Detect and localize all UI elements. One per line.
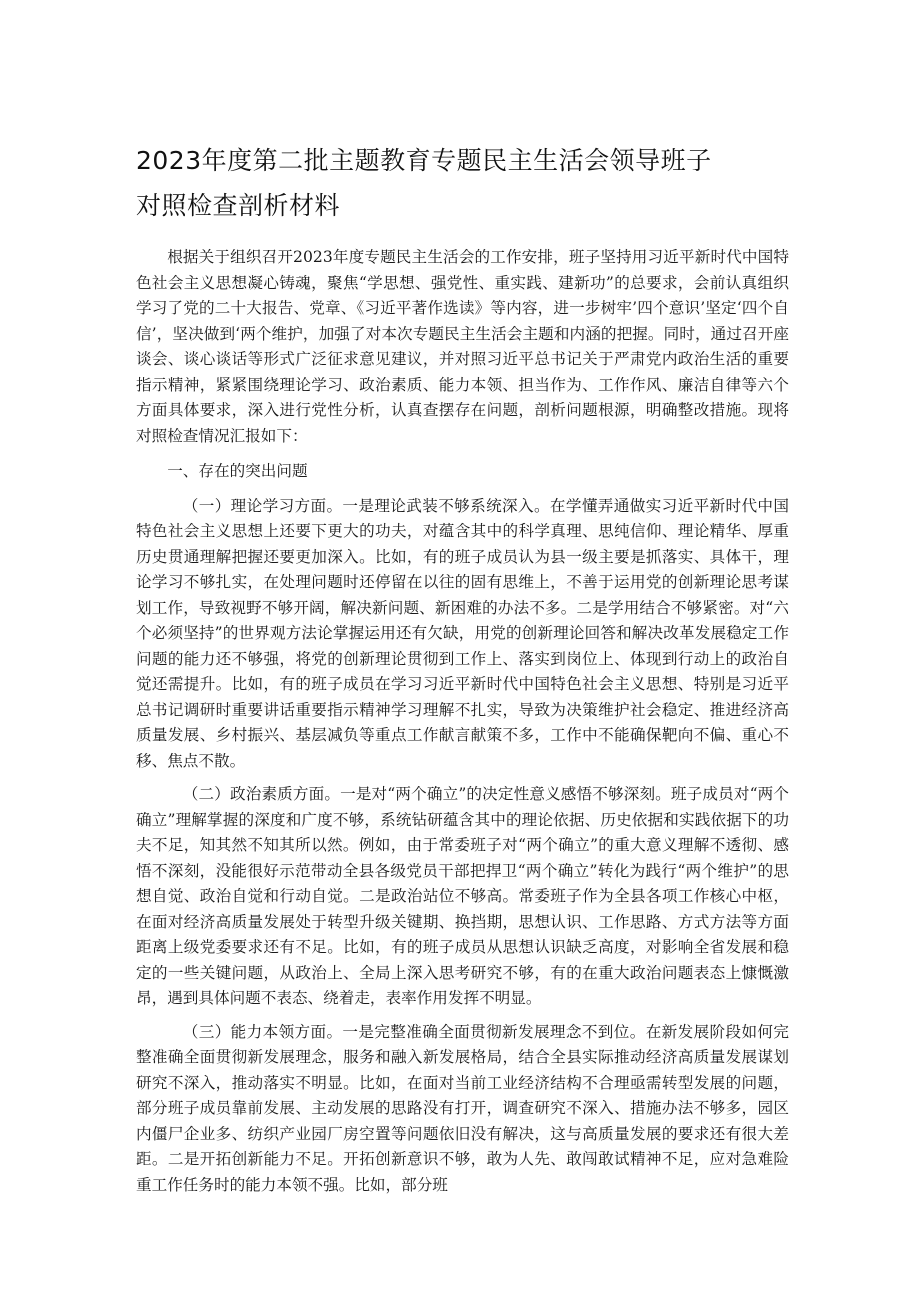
section-heading-problems: 一、存在的突出问题 xyxy=(167,462,308,480)
document-title-line-2: 对照检查剖析材料 xyxy=(136,191,341,220)
paragraph-ability: （三）能力本领方面。一是完整准确全面贯彻新发展理念不到位。在新发展阶段如何完整准确全面贯彻新发展理念，服务和融入新发展格局，结合全县实际推动经济高质量发展谋划研究不深入，推动落实不明显。比如，在面对当前工业经济结构不合理亟需转型发展的问题，部分班子成员靠前发展、主动发展的思路没有打开，调查研究不深入、措施办法不够多，园区内僵尸企业多、纺织产业园厂房空置等问题依旧没有解决，这与高质量发展的要求还有很大差距。二是开拓创新能力不足。开拓创新意识不够，敢为人先、敢闯敢试精神不足，应对急难险重工作任务时的能力本领不强。比如，部分班 xyxy=(136,1022,789,1194)
paragraph-theory-study: （一）理论学习方面。一是理论武装不够系统深入。在学懂弄通做实习近平新时代中国特色社会主义思想上还要下更大的功夫，对蕴含其中的科学真理、思纯信仰、理论精华、厚重历史贯通理解把握还要更加深入。比如，有的班子成员认为县一级主要是抓落实、具体干，理论学习不够扎实，在处理问题时还停留在以往的固有思维上，不善于运用党的创新理论思考谋划工作，导致视野不够开阔，解决新问题、新困难的办法不多。二是学用结合不够紧密。对“六个必须坚持”的世界观方法论掌握运用还有欠缺，用党的创新理论回答和解决改革发展稳定工作问题的能力还不够强，将党的创新理论贯彻到工作上、落实到岗位上、体现到行动上的政治自觉还需提升。比如，有的班子成员在学习习近平新时代中国特色社会主义思想、特别是习近平总书记调研时重要讲话重要指示精神学习理解不扎实，导致为决策维护社会稳定、推进经济高质量发展、乡村振兴、基层减负等重点工作献言献策不多，工作中不能确保靶向不偏、重心不移、焦点不散。 xyxy=(136,496,789,770)
document-title-line-1: 2023年度第二批主题教育专题民主生活会领导班子 xyxy=(136,146,712,175)
intro-paragraph: 根据关于组织召开2023年度专题民主生活会的工作安排，班子坚持用习近平新时代中国特色社会主义思想凝心铸魂，聚焦“学思想、强党性、重实践、建新功”的总要求，会前认真组织学习了党的二十大报告、党章、《习近平著作选读》等内容，进一步树牢’四个意识’坚定‘四个自信’，坚决做到‘两个维护，加强了对本次专题民主生活会主题和内涵的把握。同时，通过召开座谈会、谈心谈话等形式广泛征求意见建议，并对照习近平总书记关于严肃党内政治生活的重要指示精神，紧紧围绕理论学习、政治素质、能力本领、担当作为、工作作风、廉洁自律等六个方面具体要求，深入进行党性分析，认真查摆存在问题，剖析问题根源，明确整改措施。现将对照检查情况汇报如下： xyxy=(136,248,789,445)
document-title xyxy=(136,138,789,228)
paragraph-political-quality: （二）政治素质方面。一是对“两个确立”的决定性意义感悟不够深刻。班子成员对“两个确立”理解掌握的深度和广度不够，系统钻研蕴含其中的理论依据、历史依据和实践依据下的功夫不足，知其然不知其所以然。例如，由于常委班子对“两个确立”的重大意义理解不透彻、感悟不深刻，没能很好示范带动全县各级党员干部把捍卫“两个确立”转化为践行“两个维护”的思想自觉、政治自觉和行动自觉。二是政治站位不够高。常委班子作为全县各项工作核心中枢，在面对经济高质量发展处于转型升级关键期、换挡期，思想认识、工作思路、方式方法等方面距离上级党委要求还有不足。比如，有的班子成员从思想认识缺乏高度，对影响全省发展和稳定的一些关键问题，从政治上、全局上深入思考研究不够，有的在重大政治问题表态上慷慨激昂，遇到具体问题不表态、绕着走，表率作用发挥不明显。 xyxy=(136,785,789,1007)
